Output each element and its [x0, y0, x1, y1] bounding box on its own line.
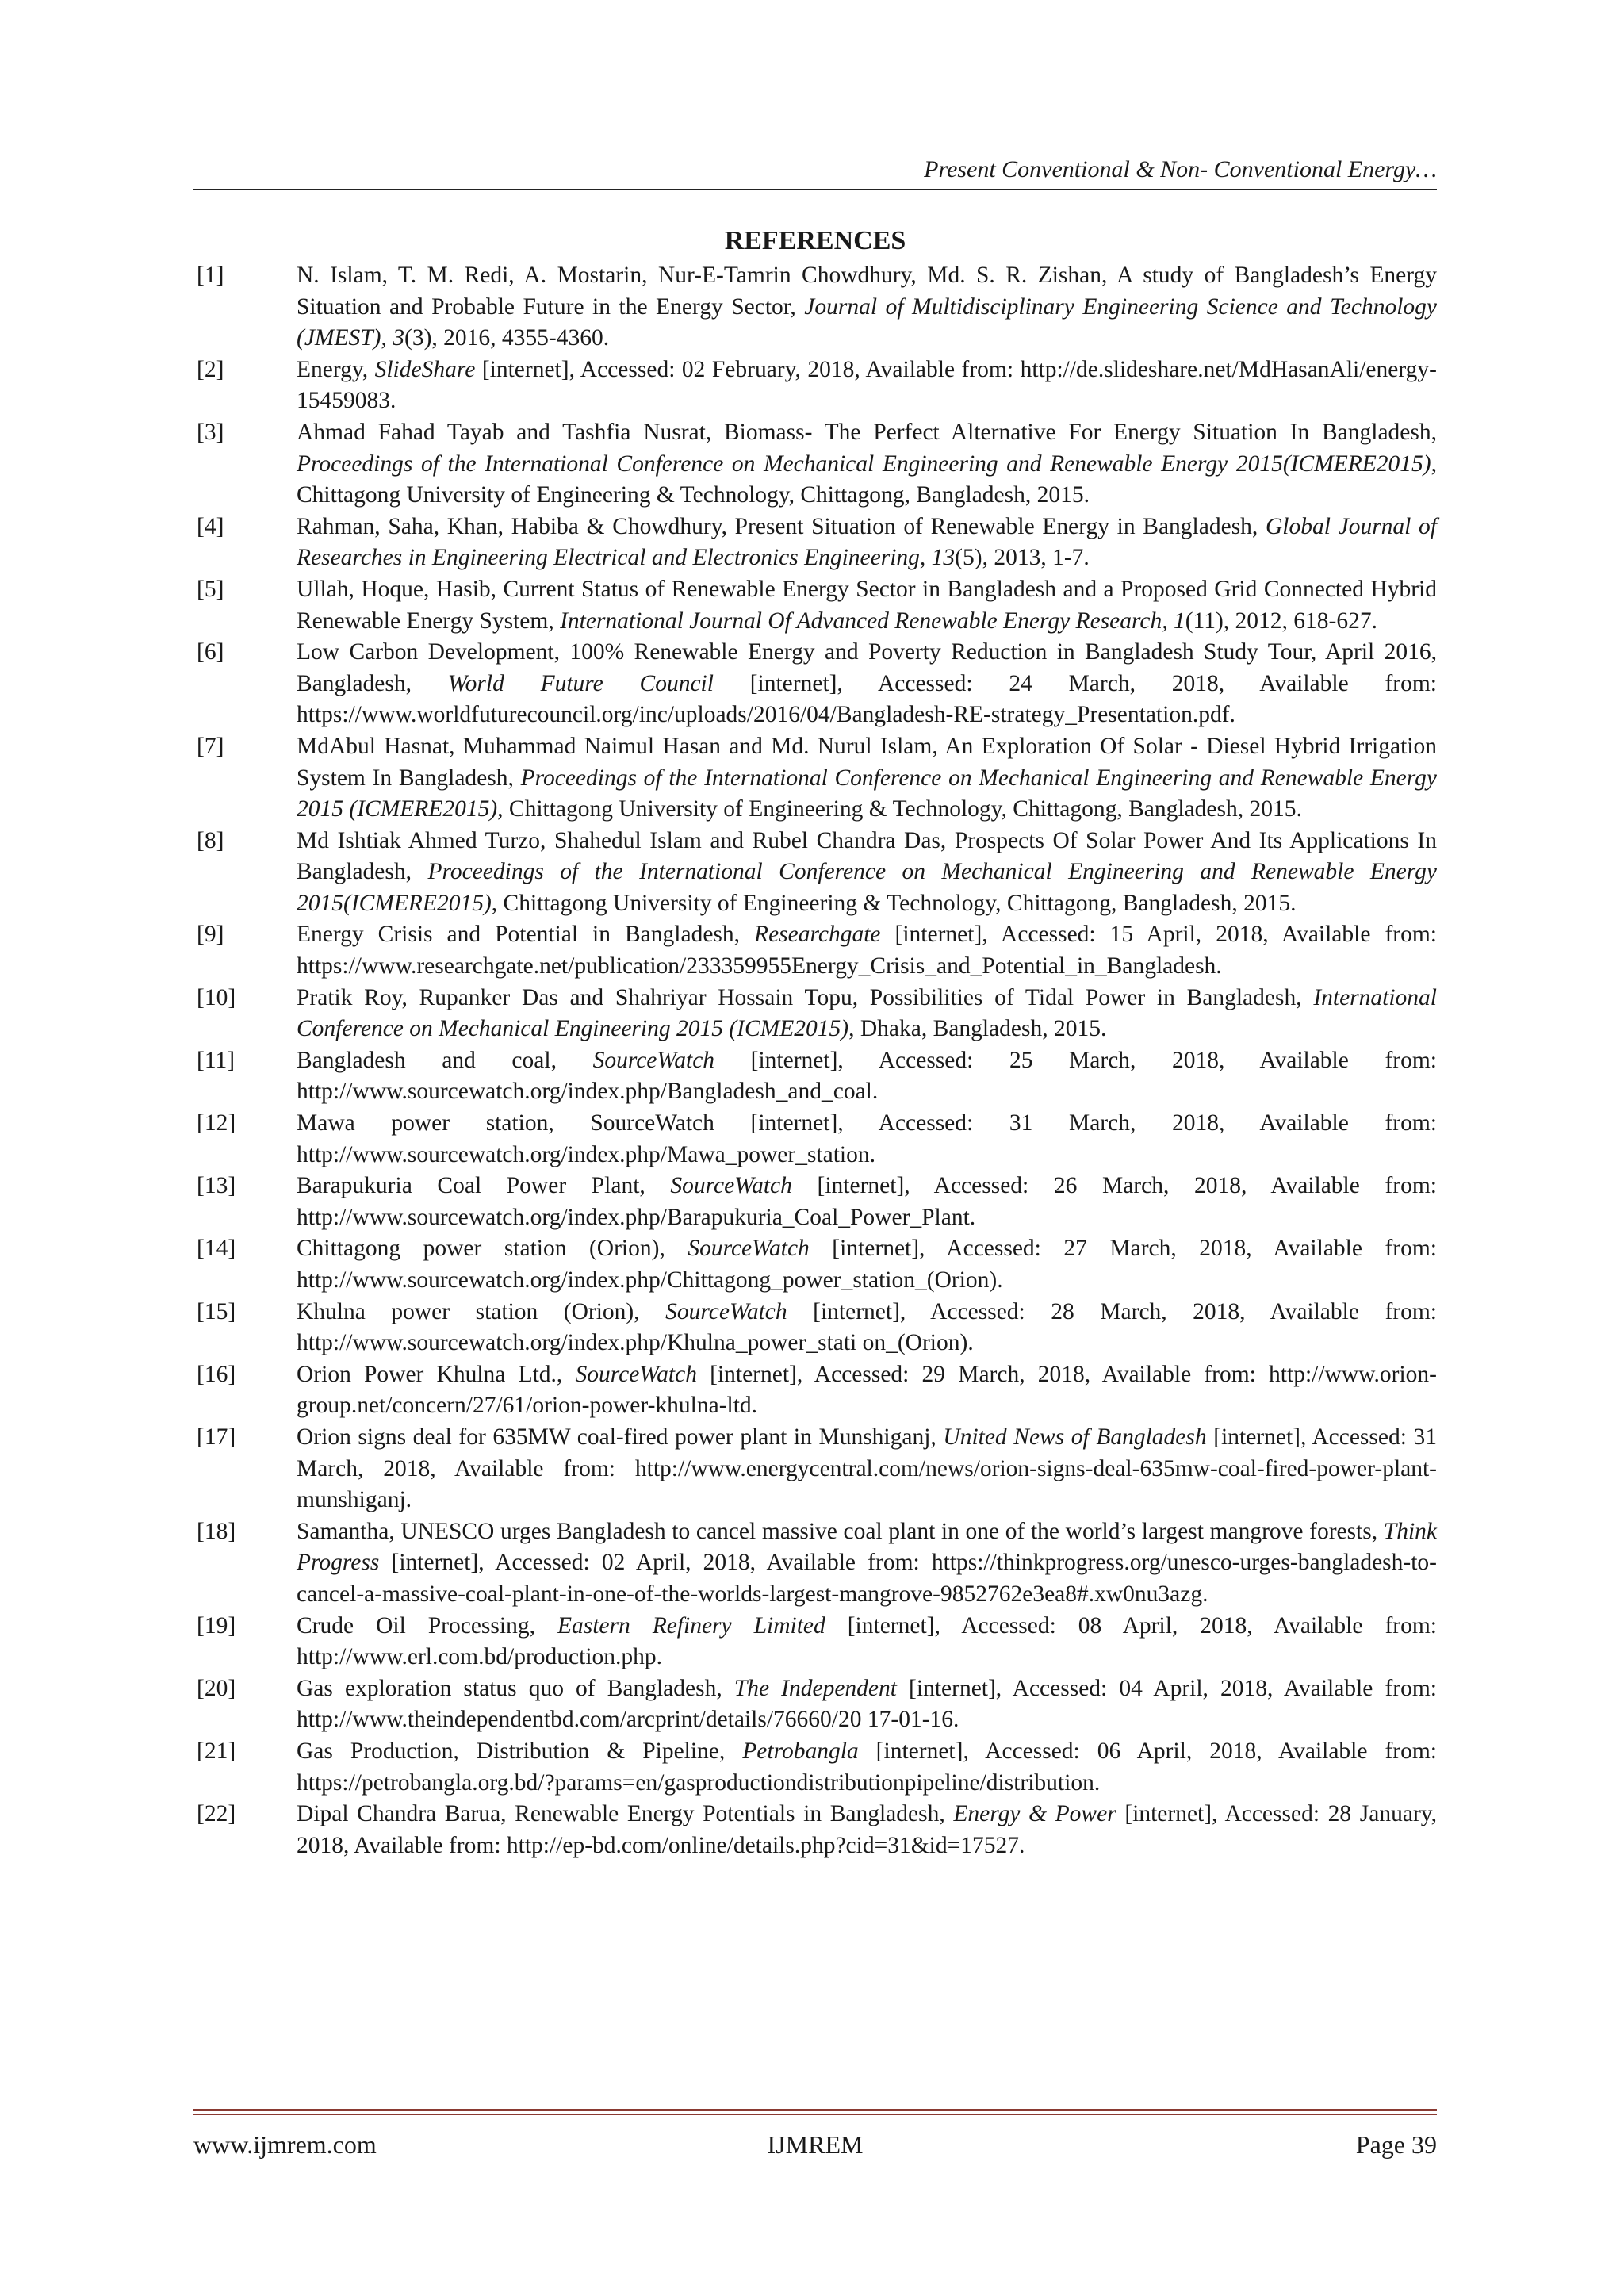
reference-text-segment: Samantha, UNESCO urges Bangladesh to cancel massive coal plant in one of the world’s largest mangrove forests, — [297, 1518, 1384, 1544]
reference-source-italic: Proceedings of the International Conference on Mechanical Engineering and Renewable Energy 2015 (ICMERE2015) — [297, 765, 1437, 822]
reference-text — [297, 512, 1437, 574]
reference-text-segment: Energy Crisis and Potential in Bangladesh, — [297, 922, 755, 948]
reference-text-segment: [internet], Accessed: 28 March, 2018, Available from: http://www.sourcewatch.org/index.php/Khulna_power_stati on_(Orion). — [297, 1298, 1437, 1356]
reference-source-italic: World Future Council — [447, 670, 714, 696]
reference-text-segment: [internet], Accessed: 02 February, 2018, Available from: http://de.slideshare.net/MdHasanAli/energy-15459083. — [297, 356, 1437, 414]
reference-item — [197, 1516, 1437, 1611]
reference-text-segment: [internet], Accessed: 27 March, 2018, Available from: http://www.sourcewatch.org/index.php/Chittagong_power_station_(Orion). — [297, 1236, 1437, 1293]
reference-text-segment: Orion Power Khulna Ltd., — [297, 1361, 576, 1387]
reference-text-segment: Md Ishtiak Ahmed Turzo, Shahedul Islam and Rubel Chandra Das, Prospects Of Solar Power And Its Applications In Bangladesh, — [297, 827, 1437, 885]
reference-text-segment: Chittagong power station (Orion), — [297, 1236, 688, 1262]
page-footer — [193, 2129, 1437, 2160]
reference-text — [297, 637, 1437, 731]
reference-text-segment: [internet], Accessed: 08 April, 2018, Available from: http://www.erl.com.bd/production.php. — [297, 1612, 1437, 1670]
reference-item — [197, 919, 1437, 982]
reference-number: [2] — [197, 356, 224, 382]
reference-source-italic: The Independent — [733, 1675, 897, 1701]
reference-text — [297, 417, 1437, 512]
reference-text-segment: , Chittagong University of Engineering & Technology, Chittagong, Bangladesh, 2015. — [297, 450, 1437, 508]
reference-source-italic: Think Progress — [297, 1518, 1437, 1576]
reference-source-italic: SourceWatch — [670, 1173, 792, 1199]
reference-text — [297, 355, 1437, 417]
reference-text-segment: , Chittagong University of Engineering & Technology, Chittagong, Bangladesh, 2015. — [491, 890, 1297, 916]
reference-item — [197, 1611, 1437, 1673]
reference-number: [4] — [197, 513, 224, 539]
reference-text-segment: [internet], Accessed: 26 March, 2018, Available from: http://www.sourcewatch.org/index.php/Barapukuria_Coal_Power_Plant. — [297, 1173, 1437, 1230]
reference-item — [197, 355, 1437, 417]
reference-text-segment: [internet], Accessed: 02 April, 2018, Available from: https://thinkprogress.org/unesco-urges-bangladesh-to-cancel-a-massive-coal-plant-in-one-of-the-worlds-largest-mangrove-9852762e3ea8#.xw0nu3azg. — [297, 1550, 1437, 1607]
references-heading: REFERENCES — [724, 226, 906, 255]
running-header-title: Present Conventional & Non- Conventional Energy… — [924, 156, 1437, 182]
reference-number: [14] — [197, 1236, 236, 1262]
reference-item — [197, 1297, 1437, 1359]
reference-text-segment: , Dhaka, Bangladesh, 2015. — [848, 1016, 1107, 1042]
reference-item — [197, 731, 1437, 826]
reference-number: [16] — [197, 1361, 236, 1387]
reference-item — [197, 574, 1437, 637]
reference-source-italic: SourceWatch — [688, 1236, 810, 1262]
reference-text — [297, 1171, 1437, 1233]
reference-number: [8] — [197, 827, 224, 853]
reference-text-segment: [internet], Accessed: 06 April, 2018, Available from: https://petrobangla.org.bd/?params=en/gasproductiondistributionpipeline/distribution. — [297, 1738, 1437, 1796]
reference-text — [297, 1359, 1437, 1422]
reference-number: [10] — [197, 984, 236, 1010]
reference-text — [297, 1233, 1437, 1296]
reference-text — [297, 826, 1437, 920]
reference-text — [297, 1736, 1437, 1799]
footer-website: www.ijmrem.com — [193, 2130, 377, 2159]
reference-item — [197, 826, 1437, 920]
reference-text-segment: MdAbul Hasnat, Muhammad Naimul Hasan and Md. Nurul Islam, An Exploration Of Solar - Diesel Hybrid Irrigation System In Bangladesh, — [297, 733, 1437, 791]
reference-text-segment: (11), 2012, 618-627. — [1185, 608, 1377, 634]
reference-text-segment: Rahman, Saha, Khan, Habiba & Chowdhury, Present Situation of Renewable Energy in Bangladesh, — [297, 513, 1266, 539]
reference-text-segment: [internet], Accessed: 24 March, 2018, Available from: https://www.worldfuturecouncil.org/inc/uploads/2016/04/Bangladesh-RE-strategy_Presentation.pdf. — [297, 670, 1437, 728]
reference-number: [15] — [197, 1298, 236, 1324]
references-list — [197, 260, 1437, 1861]
reference-source-italic: Global Journal of Researches in Engineering Electrical and Electronics Engineering, 13 — [297, 513, 1437, 571]
reference-text-segment: Orion signs deal for 635MW coal-fired power plant in Munshiganj, — [297, 1424, 944, 1450]
reference-text — [297, 983, 1437, 1045]
reference-text-segment: Khulna power station (Orion), — [297, 1298, 666, 1324]
reference-source-italic: Proceedings of the International Conference on Mechanical Engineering and Renewable Energy 2015(ICMERE2015) — [297, 859, 1437, 916]
reference-text-segment: Gas Production, Distribution & Pipeline, — [297, 1738, 743, 1764]
reference-text-segment: Pratik Roy, Rupanker Das and Shahriyar Hossain Topu, Possibilities of Tidal Power in Bangladesh, — [297, 984, 1314, 1010]
reference-number: [22] — [197, 1801, 236, 1827]
reference-text-segment: Energy, — [297, 356, 375, 382]
footer-journal: IJMREM — [767, 2130, 864, 2159]
reference-item — [197, 1359, 1437, 1422]
reference-text-segment: Ullah, Hoque, Hasib, Current Status of Renewable Energy Sector in Bangladesh and a Proposed Grid Connected Hybrid Renewable Energy System, — [297, 576, 1437, 634]
reference-text — [297, 919, 1437, 982]
reference-text — [297, 1611, 1437, 1673]
reference-text — [297, 260, 1437, 355]
reference-text-segment: (3), 2016, 4355-4360. — [404, 325, 610, 351]
reference-text-segment: Gas exploration status quo of Bangladesh, — [297, 1675, 734, 1701]
reference-text-segment: Ahmad Fahad Tayab and Tashfia Nusrat, Biomass- The Perfect Alternative For Energy Situation In Bangladesh, — [297, 419, 1437, 445]
reference-text — [297, 1108, 1437, 1171]
reference-item — [197, 1736, 1437, 1799]
reference-source-italic: Proceedings of the International Conference on Mechanical Engineering and Renewable Energy 2015(ICMERE2015) — [297, 450, 1431, 477]
reference-item — [197, 260, 1437, 355]
reference-text-segment: [internet], Accessed: 31 March, 2018, Available from: http://www.energycentral.com/news/orion-signs-deal-635mw-coal-fired-power-plant-munshiganj. — [297, 1424, 1438, 1513]
reference-source-italic: Energy & Power — [953, 1801, 1116, 1827]
reference-text — [297, 1799, 1437, 1861]
reference-number: [20] — [197, 1675, 236, 1701]
reference-source-italic: International Conference on Mechanical Engineering 2015 (ICME2015) — [297, 984, 1437, 1042]
reference-text-segment: (5), 2013, 1-7. — [955, 545, 1090, 571]
reference-source-italic: Journal of Multidisciplinary Engineering Science and Technology (JMEST), 3 — [297, 293, 1437, 351]
reference-text-segment: Low Carbon Development, 100% Renewable Energy and Poverty Reduction in Bangladesh Study Tour, April 2016, Bangladesh, — [297, 639, 1437, 696]
reference-number: [13] — [197, 1173, 236, 1199]
reference-source-italic: United News of Bangladesh — [943, 1424, 1207, 1450]
reference-text-segment: Dipal Chandra Barua, Renewable Energy Potentials in Bangladesh, — [297, 1801, 954, 1827]
reference-number: [7] — [197, 733, 224, 759]
reference-text-segment: [internet], Accessed: 04 April, 2018, Available from: http://www.theindependentbd.com/arcprint/details/76660/20 17-01-16. — [297, 1675, 1437, 1733]
reference-item — [197, 637, 1437, 731]
reference-source-italic: International Journal Of Advanced Renewable Energy Research, 1 — [560, 608, 1185, 634]
reference-number: [9] — [197, 922, 224, 948]
reference-text — [297, 1297, 1437, 1359]
reference-text-segment: Barapukuria Coal Power Plant, — [297, 1173, 671, 1199]
reference-number: [21] — [197, 1738, 236, 1764]
reference-text-segment: Bangladesh and coal, — [297, 1047, 593, 1073]
reference-item — [197, 1045, 1437, 1108]
reference-text — [297, 574, 1437, 637]
reference-item — [197, 1108, 1437, 1171]
reference-text-segment: [internet], Accessed: 25 March, 2018, Available from: http://www.sourcewatch.org/index.php/Bangladesh_and_coal. — [297, 1047, 1437, 1105]
reference-number: [12] — [197, 1110, 236, 1137]
reference-item — [197, 1422, 1437, 1516]
reference-item — [197, 1233, 1437, 1296]
reference-item — [197, 1673, 1437, 1736]
reference-number: [17] — [197, 1424, 236, 1450]
reference-item — [197, 512, 1437, 574]
reference-text-segment: [internet], Accessed: 29 March, 2018, Available from: http://www.orion-group.net/concern/27/61/orion-power-khulna-ltd. — [297, 1361, 1437, 1419]
reference-source-italic: Petrobangla — [742, 1738, 859, 1764]
reference-text-segment: Mawa power station, SourceWatch [internet], Accessed: 31 March, 2018, Available from: http://www.sourcewatch.org/index.php/Mawa_power_station. — [297, 1110, 1437, 1167]
reference-source-italic: SourceWatch — [575, 1361, 697, 1387]
reference-text-segment: [internet], Accessed: 15 April, 2018, Available from: https://www.researchgate.net/publication/233359955Energy_Crisis_and_Potential_in_Bangladesh. — [297, 922, 1437, 979]
reference-text-segment: , Chittagong University of Engineering & Technology, Chittagong, Bangladesh, 2015. — [497, 796, 1302, 822]
reference-text-segment: [internet], Accessed: 28 January, 2018, Available from: http://ep-bd.com/online/details.php?cid=31&id=17527. — [297, 1801, 1437, 1858]
reference-number: [18] — [197, 1518, 236, 1544]
reference-text — [297, 1516, 1437, 1611]
footer-rule — [193, 2109, 1437, 2111]
reference-number: [19] — [197, 1612, 236, 1639]
reference-source-italic: Eastern Refinery Limited — [557, 1612, 825, 1639]
reference-text — [297, 1422, 1437, 1516]
reference-source-italic: SlideShare — [374, 356, 476, 382]
reference-text — [297, 731, 1437, 826]
reference-number: [5] — [197, 576, 224, 602]
reference-item — [197, 983, 1437, 1045]
header-rule — [193, 189, 1437, 190]
reference-number: [6] — [197, 639, 224, 665]
reference-item — [197, 1799, 1437, 1861]
footer-page-number: Page 39 — [1355, 2130, 1437, 2159]
reference-text-segment: N. Islam, T. M. Redi, A. Mostarin, Nur-E-Tamrin Chowdhury, Md. S. R. Zishan, A study of Bangladesh’s Energy Situation and Probable Future in the Energy Sector, — [297, 263, 1437, 320]
reference-item — [197, 1171, 1437, 1233]
reference-number: [11] — [197, 1047, 236, 1073]
reference-text-segment: Crude Oil Processing, — [297, 1612, 557, 1639]
footer-rule-thin — [193, 2114, 1437, 2115]
reference-text — [297, 1673, 1437, 1736]
reference-item — [197, 417, 1437, 512]
reference-number: [1] — [197, 263, 224, 288]
reference-number: [3] — [197, 419, 224, 445]
reference-text — [297, 1045, 1437, 1108]
reference-source-italic: Researchgate — [754, 922, 881, 948]
reference-source-italic: SourceWatch — [592, 1047, 715, 1073]
reference-source-italic: SourceWatch — [665, 1298, 787, 1324]
